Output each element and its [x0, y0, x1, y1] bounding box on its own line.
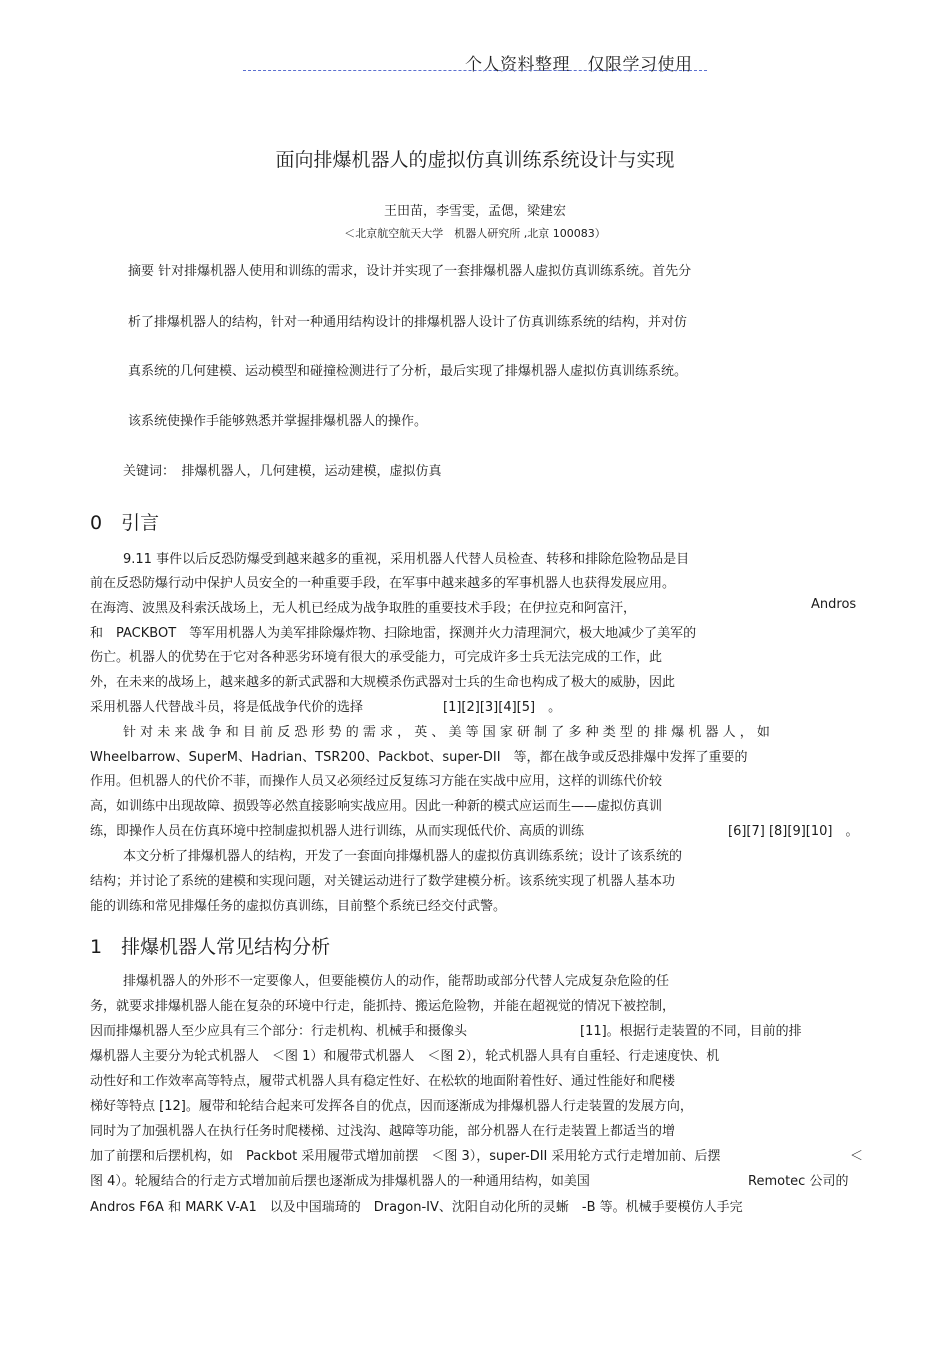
paragraph-line: 结构；并讨论了系统的建模和实现问题，对关键运动进行了数学建模分析。该系统实现了机器人基本功 [90, 874, 676, 889]
paragraph-line: 动性好和工作效率高等特点，履带式机器人具有稳定性好、在松软的地面附着性好、通过性能好和爬楼 [90, 1074, 676, 1089]
paragraph-line: 因而排爆机器人至少应具有三个部分：行走机构、机械手和摄像头 [90, 1024, 468, 1039]
paragraph-line: 加了前摆和后摆机构，如 Packbot 采用履带式增加前摆 ＜图 3），super-DII 采用轮方式行走增加前、后摆 [90, 1149, 721, 1164]
abstract-line: 真系统的几何建模、运动模型和碰撞检测进行了分析，最后实现了排爆机器人虚拟仿真训练系统。 [128, 364, 688, 379]
paragraph-line: 9.11 事件以后反恐防爆受到越来越多的重视，采用机器人代替人员检查、转移和排除危险物品是目 [123, 552, 690, 567]
paragraph-line: 排爆机器人的外形不一定要像人，但要能模仿人的动作，能帮助或部分代替人完成复杂危险的任 [123, 974, 670, 989]
paragraph-line: 务，就要求排爆机器人能在复杂的环境中行走，能抓持、搬运危险物，并能在超视觉的情况下被控制， [90, 999, 676, 1014]
paragraph-fragment: ＜ [850, 1149, 864, 1164]
paragraph-line: 针 对 未 来 战 争 和 目 前 反 恐 形 势 的 需 求 ， 英 、 美 等 国 家 研 制 了 多 种 类 型 的 排 爆 机 器 人 ， 如 [123, 725, 770, 740]
paragraph-line: 练，即操作人员在仿真环境中控制虚拟机器人进行训练，从而实现低代价、高质的训练 [90, 824, 585, 839]
section-0-heading: 0 引言 [90, 512, 160, 534]
paragraph-line: 在海湾、波黑及科索沃战场上，无人机已经成为战争取胜的重要技术手段；在伊拉克和阿富汗， [90, 601, 637, 616]
section-1-heading: 1 排爆机器人常见结构分析 [90, 936, 331, 958]
paragraph-fragment: Remotec 公司的 [748, 1174, 849, 1189]
keywords: 关键词： 排爆机器人，几何建模，运动建模，虚拟仿真 [123, 464, 442, 479]
header-divider [243, 70, 707, 71]
paragraph-line: Wheelbarrow、SuperM、Hadrian、TSR200、Packbot、super-DII 等，都在战争或反恐排爆中发挥了重要的 [90, 750, 748, 765]
paragraph-line: 本文分析了排爆机器人的结构，开发了一套面向排爆机器人的虚拟仿真训练系统；设计了该系统的 [123, 849, 683, 864]
citation: [11]。根据行走装置的不同，目前的排 [580, 1024, 802, 1039]
paragraph-line: 和 PACKBOT 等军用机器人为美军排除爆炸物、扫除地雷，探测并火力清理洞穴，极大地减少了美军的 [90, 626, 697, 641]
paper-affiliation: ＜北京航空航天大学 机器人研究所 ,北京 100083） [344, 227, 606, 240]
paragraph-line: 高，如训练中出现故障、损毁等必然直接影响实战应用。因此一种新的模式应运而生——虚拟仿真训 [90, 799, 663, 814]
paper-title: 面向排爆机器人的虚拟仿真训练系统设计与实现 [275, 149, 675, 171]
abstract-line: 该系统使操作手能够熟悉并掌握排爆机器人的操作。 [128, 414, 428, 429]
header-note: 个人资料整理 仅限学习使用 [465, 55, 693, 75]
paragraph-line: 爆机器人主要分为轮式机器人 ＜图 1）和履带式机器人 ＜图 2），轮式机器人具有自重轻、行走速度快、机 [90, 1049, 720, 1064]
paragraph-line: 外，在未来的战场上，越来越多的新式武器和大规模杀伤武器对士兵的生命也构成了极大的威胁，因此 [90, 675, 676, 690]
paragraph-line: 前在反恐防爆行动中保护人员安全的一种重要手段，在军事中越来越多的军事机器人也获得发展应用。 [90, 576, 676, 591]
citation: [1][2][3][4][5] 。 [443, 700, 562, 715]
paragraph-line: 伤亡。机器人的优势在于它对各种恶劣环境有很大的承受能力，可完成许多士兵无法完成的工作，此 [90, 650, 663, 665]
paragraph-line: 梯好等特点 [12]。履带和轮结合起来可发挥各自的优点，因而逐渐成为排爆机器人行走装置的发展方向， [90, 1099, 693, 1114]
paragraph-line: Andros F6A 和 MARK V-A1 以及中国瑞琦的 Dragon-IV、沈阳自动化所的灵蜥 -B 等。机械手要模仿人手完 [90, 1200, 743, 1215]
paragraph-line: 同时为了加强机器人在执行任务时爬楼梯、过浅沟、越障等功能，部分机器人在行走装置上都适当的增 [90, 1124, 676, 1139]
paragraph-line: 能的训练和常见排爆任务的虚拟仿真训练，目前整个系统已经交付武警。 [90, 899, 507, 914]
paragraph-line: 作用。但机器人的代价不菲，而操作人员又必须经过反复练习方能在实战中应用，这样的训练代价较 [90, 774, 663, 789]
abstract-line: 析了排爆机器人的结构，针对一种通用结构设计的排爆机器人设计了仿真训练系统的结构，并对仿 [128, 315, 688, 330]
citation: [6][7] [8][9][10] 。 [728, 824, 859, 839]
paragraph-line: 采用机器人代替战斗员，将是低战争代价的选择 [90, 700, 364, 715]
abstract-line: 摘要 针对排爆机器人使用和训练的需求，设计并实现了一套排爆机器人虚拟仿真训练系统。首先分 [128, 264, 692, 279]
paper-authors: 王田苗，李雪雯，孟偲，梁建宏 [383, 204, 566, 219]
paragraph-line: 图 4）。轮履结合的行走方式增加前后摆也逐渐成为排爆机器人的一种通用结构，如美国 [90, 1174, 590, 1189]
paragraph-fragment: Andros [811, 597, 857, 612]
